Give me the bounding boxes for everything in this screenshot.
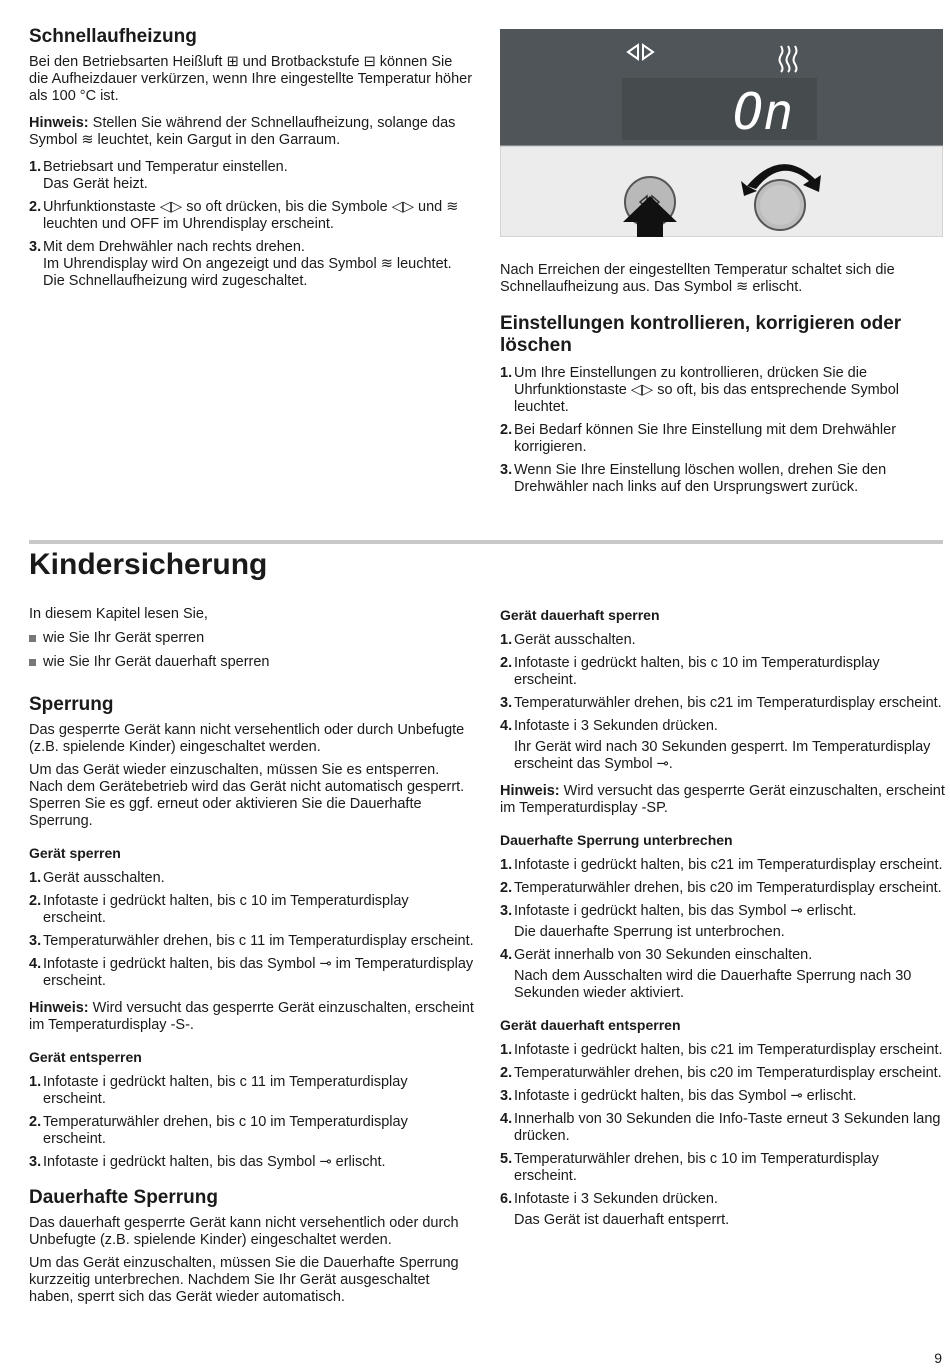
list-item: [500, 1042, 945, 1059]
step-number: 1.: [500, 632, 513, 648]
step-text: Infotaste i gedrückt halten, bis das Symbol ⊸ im Temperaturdisplay erscheint.: [43, 956, 474, 989]
step-number: 3.: [29, 239, 42, 255]
dauer-hint: [500, 783, 945, 817]
step-text: Infotaste i gedrückt halten, bis c21 im Temperaturdisplay erscheint.: [514, 857, 943, 873]
list-item: [500, 903, 945, 941]
list-item: [29, 239, 474, 290]
kinder-title-block: [29, 548, 629, 582]
step-text: Infotaste i gedrückt halten, bis c 10 im Temperaturdisplay erscheint.: [514, 655, 880, 688]
step-text: Temperaturwähler drehen, bis c 10 im Temperaturdisplay erscheint.: [514, 1151, 879, 1184]
schnell-intro: Bei den Betriebsarten Heißluft ⊞ und Brotbackstufe ⊟ können Sie die Aufheizdauer verkürzen, wenn Ihre eingestellte Temperatur höher als 100 °C ist.: [29, 54, 473, 104]
step-number: 1.: [29, 1074, 42, 1090]
step-text: Um Ihre Einstellungen zu kontrollieren, drücken Sie die Uhrfunktionstaste ◁▷ so oft, bis das entsprechende Symbol leuchtet.: [514, 365, 900, 415]
step-number: 1.: [29, 870, 42, 886]
list-item: wie Sie Ihr Gerät sperren: [29, 630, 474, 647]
hint-label: Hinweis:: [500, 783, 560, 799]
subsection-title: Gerät dauerhaft sperren: [500, 607, 660, 623]
right-column: [500, 606, 945, 1239]
einst-steps: [500, 365, 945, 496]
chapter-title: Kindersicherung: [29, 548, 268, 581]
list-item: [500, 1151, 945, 1185]
dauer-sperren-steps: [500, 632, 945, 773]
step-text: Wenn Sie Ihre Einstellung löschen wollen, drehen Sie den Drehwähler nach links auf den Ursprungswert zurück.: [514, 462, 887, 495]
list-item: [500, 947, 945, 1002]
subsection-title: Gerät entsperren: [29, 1049, 142, 1065]
section-title: Schnellaufheizung: [29, 26, 197, 47]
schnell-section: [29, 26, 474, 300]
step-text: Gerät ausschalten.: [514, 632, 636, 648]
hint-text: Wird versucht das gesperrte Gerät einzuschalten, erscheint im Temperaturdisplay -S-.: [29, 1000, 474, 1033]
sperrung-p1: Das gesperrte Gerät kann nicht versehentlich oder durch Unbefugte (z.B. spielende Kinder) eingeschaltet werden.: [29, 722, 465, 755]
subsection-title: Gerät dauerhaft entsperren: [500, 1017, 681, 1033]
step-subtext: Ihr Gerät wird nach 30 Sekunden gesperrt. Im Temperaturdisplay erscheint das Symbol ⊸.: [514, 739, 931, 772]
step-text: Temperaturwähler drehen, bis c20 im Temperaturdisplay erscheint.: [514, 1065, 942, 1081]
hint-text: Stellen Sie während der Schnellaufheizung, solange das Symbol ≋ leuchtet, kein Gargut in den Garraum.: [29, 115, 456, 148]
list-item: [29, 956, 474, 990]
schnell-after-text: Nach Erreichen der eingestellten Temperatur schaltet sich die Schnellaufheizung aus. Das Symbol ≋ erlischt.: [500, 262, 895, 295]
entsperren-steps: [29, 1074, 474, 1171]
step-number: 2.: [500, 880, 513, 896]
step-subtext: Im Uhrendisplay wird On angezeigt und das Symbol ≋ leuchtet. Die Schnellaufheizung wird zugeschaltet.: [43, 256, 452, 289]
step-text: Bei Bedarf können Sie Ihre Einstellung mit dem Drehwähler korrigieren.: [514, 422, 897, 455]
sperrung-hint: [29, 1000, 474, 1034]
step-number: 2.: [500, 655, 513, 671]
list-item: [500, 1088, 945, 1105]
list-item: [500, 1111, 945, 1145]
list-item: [29, 1114, 474, 1148]
oven-control-illustration: [500, 29, 943, 237]
dauer-p2: Um das Gerät einzuschalten, müssen Sie die Dauerhafte Sperrung kurzzeitig unterbrechen. Nachdem Sie Ihr Gerät ausgeschaltet haben, sperrt sich das Gerät wieder automatisch.: [29, 1255, 459, 1305]
hint-text: Wird versucht das gesperrte Gerät einzuschalten, erscheint im Temperaturdisplay -SP.: [500, 783, 945, 816]
list-item: wie Sie Ihr Gerät dauerhaft sperren: [29, 654, 474, 671]
list-item: [29, 933, 474, 950]
step-text: Uhrfunktionstaste ◁▷ so oft drücken, bis die Symbole ◁▷ und ≋ leuchten und OFF im Uhrendisplay erscheint.: [43, 199, 459, 232]
hint-label: Hinweis:: [29, 1000, 89, 1016]
control-panel-svg: [500, 29, 943, 237]
list-item: [500, 462, 945, 496]
list-item: [500, 632, 945, 649]
schnell-steps: [29, 159, 474, 290]
step-text: Innerhalb von 30 Sekunden die Info-Taste erneut 3 Sekunden lang drücken.: [514, 1111, 941, 1144]
kinder-intro: In diesem Kapitel lesen Sie,: [29, 606, 208, 622]
sperren-steps: [29, 870, 474, 990]
list-item: [500, 365, 945, 416]
step-number: 5.: [500, 1151, 513, 1167]
step-text: Temperaturwähler drehen, bis c20 im Temperaturdisplay erscheint.: [514, 880, 942, 896]
rotary-knob[interactable]: [755, 180, 805, 230]
step-text: Gerät innerhalb von 30 Sekunden einschalten.: [514, 947, 813, 963]
step-number: 1.: [500, 365, 513, 381]
step-subtext: Das Gerät ist dauerhaft entsperrt.: [514, 1212, 730, 1228]
subsection-title: Dauerhafte Sperrung unterbrechen: [500, 832, 733, 848]
step-number: 4.: [500, 718, 513, 734]
unter-steps: [500, 857, 945, 1002]
step-number: 1.: [29, 159, 42, 175]
page-number: 9: [934, 1350, 942, 1366]
step-text: Infotaste i gedrückt halten, bis c 11 im Temperaturdisplay erscheint.: [43, 1074, 408, 1107]
step-number: 3.: [500, 695, 513, 711]
section-title: Einstellungen kontrollieren, korrigieren oder löschen: [500, 313, 902, 356]
schnell-hint: [29, 115, 474, 149]
chapter-divider: [29, 540, 943, 544]
dauer-entsperren-steps: [500, 1042, 945, 1229]
list-item: [29, 893, 474, 927]
step-number: 2.: [500, 422, 513, 438]
step-text: Temperaturwähler drehen, bis c 10 im Temperaturdisplay erscheint.: [43, 1114, 408, 1147]
list-item: [29, 870, 474, 887]
list-item: [29, 199, 474, 233]
left-column: [29, 606, 474, 1312]
step-number: 4.: [500, 1111, 513, 1127]
step-text: Infotaste i gedrückt halten, bis c21 im Temperaturdisplay erscheint.: [514, 1042, 943, 1058]
step-number: 2.: [29, 199, 42, 215]
list-item: [500, 1191, 945, 1229]
step-text: Infotaste i gedrückt halten, bis das Symbol ⊸ erlischt.: [514, 1088, 857, 1104]
step-text: Betriebsart und Temperatur einstellen.: [43, 159, 288, 175]
step-number: 4.: [500, 947, 513, 963]
sperrung-p2: Um das Gerät wieder einzuschalten, müssen Sie es entsperren. Nach dem Gerätebetrieb wird das Gerät nicht automatisch gesperrt. Sperren Sie es ggf. erneut oder aktivieren Sie die Dauerhafte Sperrung.: [29, 762, 465, 829]
step-subtext: Die dauerhafte Sperrung ist unterbrochen.: [514, 924, 785, 940]
step-text: Infotaste i gedrückt halten, bis das Symbol ⊸ erlischt.: [43, 1154, 386, 1170]
step-subtext: Nach dem Ausschalten wird die Dauerhafte Sperrung nach 30 Sekunden wieder aktiviert.: [514, 968, 912, 1001]
step-number: 3.: [29, 933, 42, 949]
list-item: [29, 1074, 474, 1108]
step-subtext: Das Gerät heizt.: [43, 176, 148, 192]
hint-label: Hinweis:: [29, 115, 89, 131]
list-item: [500, 857, 945, 874]
step-number: 6.: [500, 1191, 513, 1207]
list-item: [500, 695, 945, 712]
step-text: Gerät ausschalten.: [43, 870, 165, 886]
list-item: [500, 655, 945, 689]
list-item: [29, 159, 474, 193]
clock-display-text: On: [733, 83, 794, 141]
step-number: 2.: [29, 1114, 42, 1130]
subsection-title: Gerät sperren: [29, 845, 121, 861]
step-number: 4.: [29, 956, 42, 972]
list-item: [29, 1154, 474, 1171]
step-text: Infotaste i 3 Sekunden drücken.: [514, 718, 718, 734]
step-text: Mit dem Drehwähler nach rechts drehen.: [43, 239, 305, 255]
step-number: 2.: [29, 893, 42, 909]
dauer-p1: Das dauerhaft gesperrte Gerät kann nicht versehentlich oder durch Unbefugte (z.B. spielende Kinder) eingeschaltet werden.: [29, 1215, 459, 1248]
step-number: 1.: [500, 857, 513, 873]
list-item: [500, 718, 945, 773]
schnell-after: [500, 262, 945, 302]
einst-section: [500, 313, 945, 506]
step-text: Temperaturwähler drehen, bis c21 im Temperaturdisplay erscheint.: [514, 695, 942, 711]
section-title: Sperrung: [29, 694, 114, 715]
step-number: 3.: [500, 1088, 513, 1104]
list-item: [500, 880, 945, 897]
step-number: 3.: [500, 903, 513, 919]
step-text: Infotaste i gedrückt halten, bis c 10 im Temperaturdisplay erscheint.: [43, 893, 409, 926]
step-number: 3.: [500, 462, 513, 478]
kinder-bullets: [29, 630, 474, 671]
step-text: Temperaturwähler drehen, bis c 11 im Temperaturdisplay erscheint.: [43, 933, 474, 949]
step-number: 2.: [500, 1065, 513, 1081]
step-number: 1.: [500, 1042, 513, 1058]
step-text: Infotaste i gedrückt halten, bis das Symbol ⊸ erlischt.: [514, 903, 857, 919]
step-text: Infotaste i 3 Sekunden drücken.: [514, 1191, 718, 1207]
list-item: [500, 1065, 945, 1082]
step-number: 3.: [29, 1154, 42, 1170]
section-title: Dauerhafte Sperrung: [29, 1187, 218, 1208]
list-item: [500, 422, 945, 456]
